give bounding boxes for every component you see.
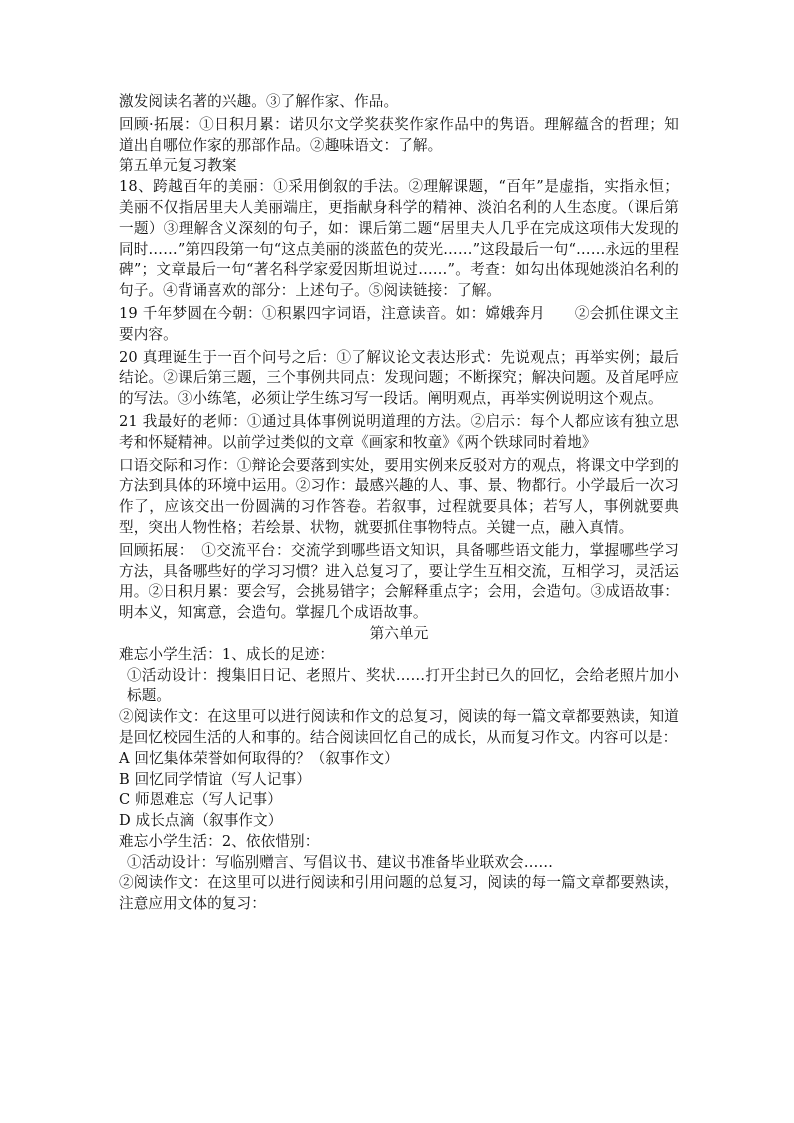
list-item-b: B 回忆同学情谊（写人记事）	[119, 770, 311, 788]
paragraph-review-unit-five: 回顾拓展： ①交流平台：交流学到哪些语文知识，具备哪些语文能力，掌握哪些学习方法，具备哪些好的学习习惯？进入总复习了，要让学生互相交流，互相学习，灵活运用。②日积月累：要会写，会挑易错字；会解释重点字；会用，会造句。③成语故事：明本义，知寓意，会造句。掌握几个成语故事。	[119, 541, 679, 622]
unit-six-heading: 第六单元	[369, 624, 429, 642]
paragraph-activity-design-2: ①活动设计：写临别赠言、写倡议书、建议书准备毕业联欢会……	[127, 853, 554, 871]
paragraph-activity-design-1: ①活动设计：搜集旧日记、老照片、奖状……打开尘封已久的回忆，会给老照片加小标题。	[127, 666, 679, 705]
paragraph-lesson-19: 19 千年梦圆在今朝：①积累四字词语，注意读音。如：嫦娥奔月 ②会抓住课文主要内容。	[119, 304, 679, 343]
paragraph-reading-interest: 激发阅读名著的兴趣。③了解作家、作品。	[119, 93, 399, 110]
paragraph-lesson-21: 21 我最好的老师：①通过具体事例说明道理的方法。②启示：每个人都应该有独立思考和怀疑精神。以前学过类似的文章《画家和牧童》《两个铁球同时着地》	[119, 412, 679, 451]
paragraph-primary-life-1: 难忘小学生活：1、成长的足迹：	[119, 645, 335, 663]
list-item-d: D 成长点滴（叙事作文）	[119, 812, 283, 830]
list-item-a: A 回忆集体荣誉如何取得的？（叙事作文）	[119, 749, 399, 767]
list-item-c: C 师恩难忘（写人记事）	[119, 791, 282, 809]
paragraph-primary-life-2: 难忘小学生活：2、依依惜别：	[119, 832, 320, 850]
paragraph-oral-writing: 口语交际和习作：①辩论会要落到实处，要用实例来反驳对方的观点，将课文中学到的方法到具体的环境中运用。②习作：最感兴趣的人、事、景、物都行。小学最后一次习作了，应该交出一份圆满的习作答卷。若叙事，过程就要具体；若写人，事例就要典型，突出人物性格；若绘景、状物，就要抓住事物特点。关键一点，融入真情。	[119, 456, 679, 536]
unit-five-heading: 第五单元复习教案	[119, 157, 237, 175]
paragraph-reading-writing-1: ②阅读作文：在这里可以进行阅读和作文的总复习，阅读的每一篇文章都要熟读，知道是回忆校园生活的人和事的。结合阅读回忆自己的成长，从而复习作文。内容可以是：	[119, 708, 679, 746]
paragraph-lesson-18: 18、跨越百年的美丽：①采用倒叙的手法。②理解课题，“百年”是虚指，实指永恒；美丽不仅指居里夫人美丽端庄，更指献身科学的精神、淡泊名利的人生态度。（课后第一题）③理解含义深刻的句子，如：课后第二题“居里夫人几乎在完成这项伟大发现的同时……”第四段第一句“这点美丽的淡蓝色的荧光……”这段最后一句“……永远的里程碑”；文章最后一句“著名科学家爱因斯坦说过……”。考查：如勾出体现她淡泊名利的句子。④背诵喜欢的部分：上述句子。⑤阅读链接：了解。	[119, 178, 679, 300]
paragraph-lesson-20: 20 真理诞生于一百个问号之后：①了解议论文表达形式：先说观点；再举实例；最后结论。②课后第三题，三个事例共同点：发现问题；不断探究；解决问题。及首尾呼应的写法。③小练笔，必须让学生练习写一段话。阐明观点，再举实例说明这个观点。	[119, 348, 679, 408]
paragraph-reading-writing-2: ②阅读作文：在这里可以进行阅读和引用问题的总复习，阅读的每一篇文章都要熟读，注意应用文体的复习：	[119, 874, 679, 913]
paragraph-review-extension: 回顾·拓展：①日积月累：诺贝尔文学奖获奖作家作品中的隽语。理解蕴含的哲理；知道出自哪位作家的那部作品。②趣味语文：了解。	[119, 115, 679, 154]
document-page	[119, 92, 679, 915]
